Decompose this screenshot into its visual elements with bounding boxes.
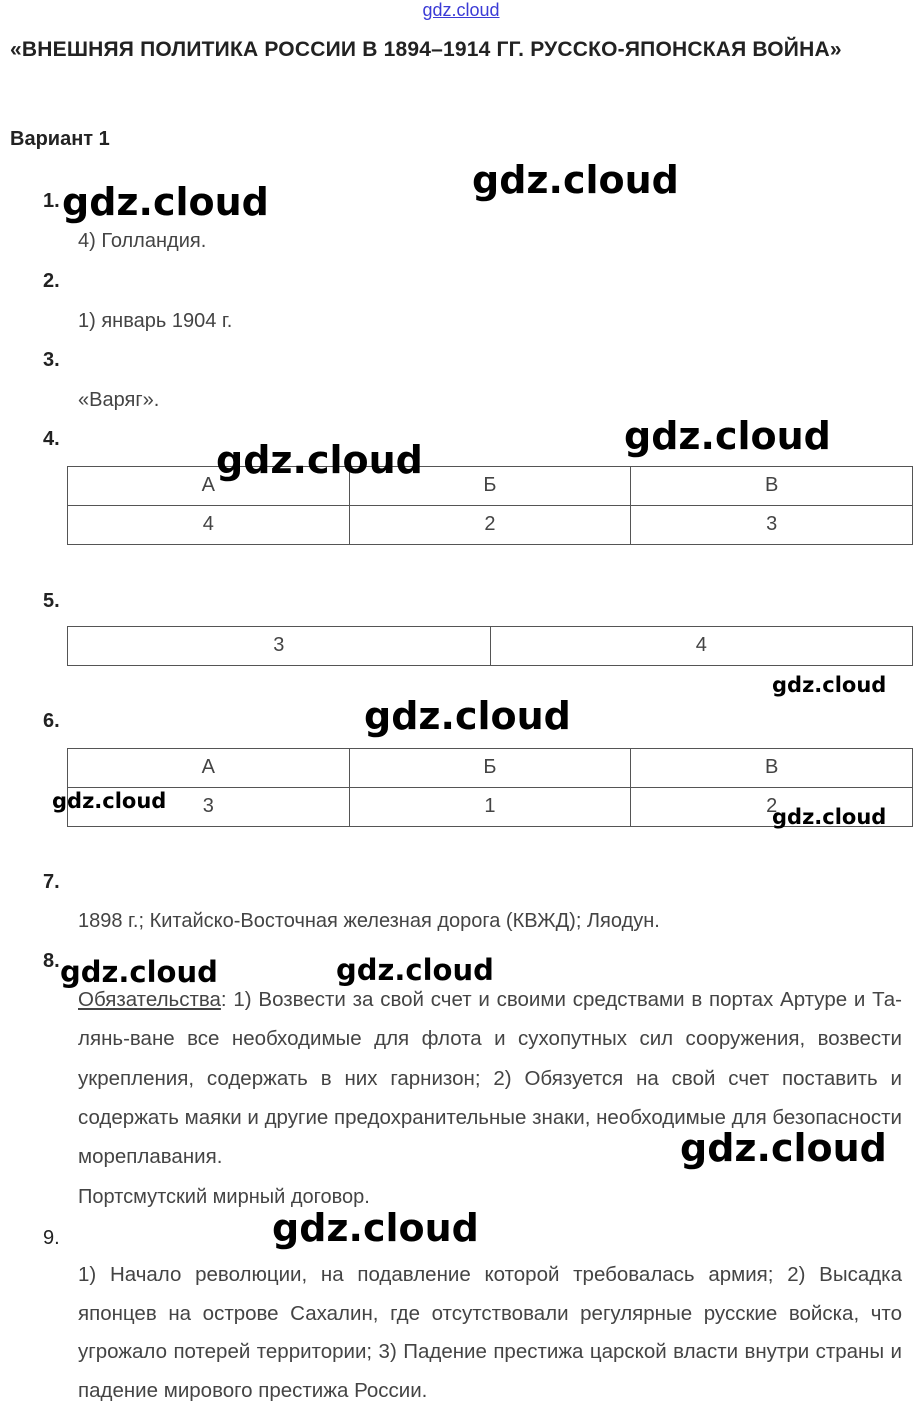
table-row (68, 627, 913, 666)
question-number-5: 5. (43, 590, 60, 612)
watermark: gdz.cloud (336, 953, 494, 987)
question-number-9: 9. (43, 1227, 60, 1249)
table-header-cell: А (68, 467, 350, 506)
watermark: gdz.cloud (62, 180, 269, 224)
question-number-8: 8. (43, 950, 60, 972)
table-header-cell: Б (349, 467, 631, 506)
watermark: gdz.cloud (472, 158, 679, 202)
answer-table-5 (67, 626, 913, 666)
answer-7: 1898 г.; Китайско-Восточная железная дорога (КВЖД); Ляодун. (78, 910, 660, 932)
answer-1: 4) Голландия. (78, 230, 207, 252)
table-header-cell: В (631, 749, 913, 788)
answer-9-paragraph: 1) Начало революции, на подавление которой требовалась армия; 2) Высадка японцев на острове Сахалин, где отсутствовали регулярные русские войска, что угрожало потерей территории; 3) Падение престижа царской власти внутри страны и падение мирового престижа России. (78, 1263, 902, 1402)
question-number-6: 6. (43, 710, 60, 732)
page-title: «ВНЕШНЯЯ ПОЛИТИКА РОССИИ В 1894–1914 ГГ. РУССКО-ЯПОНСКАЯ ВОЙНА» (10, 38, 842, 61)
obligations-label: Обязательства (78, 988, 221, 1011)
watermark: gdz.cloud (772, 673, 887, 697)
variant-heading: Вариант 1 (10, 128, 110, 150)
watermark: gdz.cloud (52, 789, 167, 813)
question-number-1: 1. (43, 190, 60, 212)
table-cell: 1 (349, 788, 631, 827)
table-cell: 3 (68, 788, 350, 827)
watermark: gdz.cloud (624, 414, 831, 458)
top-watermark-link[interactable]: gdz.cloud (422, 0, 500, 20)
answer-2: 1) январь 1904 г. (78, 310, 233, 332)
answer-3: «Варяг». (78, 389, 160, 411)
table-cell: 4 (490, 627, 913, 666)
obligations-text: : 1) Возвести за свой счет и своими средствами в портах Артуре и Та-лянь-ване все необходимые для флота и сухопутных сил сооружения, возвести укрепления, содержать в них гарнизон; 2) Обязуется на свой счет поставить и содержать маяки и другие предохранительные знаки, необходимые для безопасности мореплавания. (78, 988, 902, 1169)
table-header-row (68, 467, 913, 506)
table-header-cell: А (68, 749, 350, 788)
table-cell: 2 (349, 506, 631, 545)
watermark: gdz.cloud (216, 438, 423, 482)
question-number-7: 7. (43, 871, 60, 893)
table-cell: 4 (68, 506, 350, 545)
watermark: gdz.cloud (60, 955, 218, 989)
table-header-cell: В (631, 467, 913, 506)
answer-table-4 (67, 466, 913, 545)
table-header-row (68, 749, 913, 788)
watermark: gdz.cloud (272, 1206, 479, 1250)
question-number-4: 4. (43, 428, 60, 450)
watermark: gdz.cloud (772, 805, 887, 829)
table-cell: 3 (68, 627, 491, 666)
table-cell: 2 (631, 788, 913, 827)
watermark: gdz.cloud (680, 1126, 887, 1170)
watermark: gdz.cloud (364, 694, 571, 738)
question-number-3: 3. (43, 349, 60, 371)
treaty-name: Портсмутский мирный договор. (78, 1186, 370, 1208)
table-row (68, 506, 913, 545)
table-header-cell: Б (349, 749, 631, 788)
table-cell: 3 (631, 506, 913, 545)
question-number-2: 2. (43, 270, 60, 292)
